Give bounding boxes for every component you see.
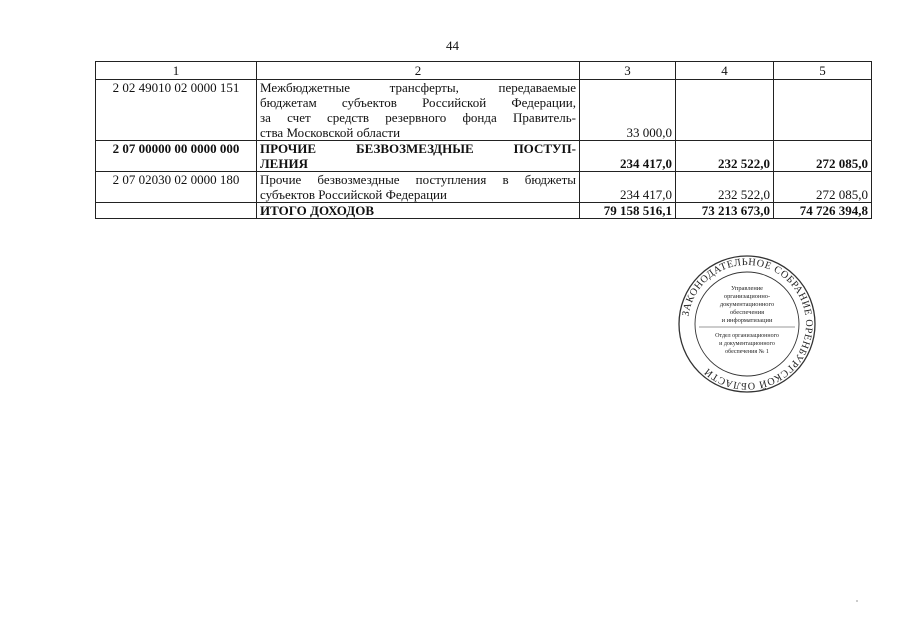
stamp-outer-text: ЗАКОНОДАТЕЛЬНОЕ СОБРАНИЕ ОРЕНБУРГСКОЙ ОБЛАСТИ bbox=[680, 256, 815, 392]
budget-code: 2 07 02030 02 0000 180 bbox=[96, 172, 257, 203]
revenue-name bbox=[257, 80, 580, 141]
stamp-inner-line: Управление bbox=[730, 285, 764, 292]
table-row-interbudget-transfers bbox=[96, 80, 872, 141]
value-col-4: 232 522,0 bbox=[676, 172, 774, 203]
revenue-name-line: ИТОГО ДОХОДОВ bbox=[260, 203, 374, 218]
table-row-other-gratuitous-receipts bbox=[96, 141, 872, 172]
revenue-name-line: Прочие безвозмездные поступления в бюджеты bbox=[260, 172, 576, 187]
revenue-name-line: за счет средств резервного фонда Правитель- bbox=[260, 110, 576, 125]
value-col-4: 73 213 673,0 bbox=[676, 203, 774, 219]
revenue-table bbox=[95, 61, 872, 219]
value-col-3: 79 158 516,1 bbox=[580, 203, 676, 219]
stamp-inner-line: и документационного bbox=[719, 341, 775, 347]
revenue-name-line: ЛЕНИЯ bbox=[260, 156, 308, 171]
stamp-inner-line: организационно- bbox=[723, 293, 771, 300]
column-number-1: 1 bbox=[96, 62, 257, 80]
value-col-5: 74 726 394,8 bbox=[774, 203, 872, 219]
svg-text:ЗАКОНОДАТЕЛЬНОЕ СОБРАНИЕ ОРЕНБ bbox=[681, 257, 815, 391]
budget-code: 2 07 00000 00 0000 000 bbox=[96, 141, 257, 172]
value-col-4: 232 522,0 bbox=[676, 141, 774, 172]
column-number-4: 4 bbox=[676, 62, 774, 80]
value-col-5 bbox=[774, 80, 872, 141]
revenue-name bbox=[257, 172, 580, 203]
table-row-total-revenue bbox=[96, 203, 872, 219]
column-number-3: 3 bbox=[580, 62, 676, 80]
scan-speck bbox=[856, 600, 858, 602]
value-col-5: 272 085,0 bbox=[774, 141, 872, 172]
stamp-inner-line: документационного bbox=[719, 301, 775, 308]
page-number: 44 bbox=[446, 38, 459, 53]
value-col-3: 33 000,0 bbox=[580, 80, 676, 141]
revenue-name bbox=[257, 141, 580, 172]
revenue-name bbox=[257, 203, 580, 219]
value-col-3: 234 417,0 bbox=[580, 141, 676, 172]
official-stamp bbox=[677, 254, 817, 394]
budget-code: 2 02 49010 02 0000 151 bbox=[96, 80, 257, 141]
revenue-name-line: бюджетам субъектов Российской Федерации, bbox=[260, 95, 576, 110]
stamp-inner-line: и информатизации bbox=[721, 317, 773, 324]
column-number-5: 5 bbox=[774, 62, 872, 80]
revenue-name-line: ПРОЧИЕ БЕЗВОЗМЕЗДНЫЕ ПОСТУП- bbox=[260, 141, 576, 156]
stamp-inner-line: обеспечения № 1 bbox=[725, 349, 769, 355]
column-number-2: 2 bbox=[257, 62, 580, 80]
budget-code bbox=[96, 203, 257, 219]
value-col-3: 234 417,0 bbox=[580, 172, 676, 203]
value-col-4 bbox=[676, 80, 774, 141]
stamp-inner-line: обеспечения bbox=[729, 309, 765, 316]
revenue-name-line: субъектов Российской Федерации bbox=[260, 187, 447, 202]
stamp-inner-line: Отдел организационного bbox=[715, 333, 779, 339]
value-col-5: 272 085,0 bbox=[774, 172, 872, 203]
column-number-row bbox=[96, 62, 872, 80]
revenue-name-line: ства Московской области bbox=[260, 125, 401, 140]
revenue-name-line: Межбюджетные трансферты, передаваемые bbox=[260, 80, 576, 95]
table-row-other-receipts-to-regions bbox=[96, 172, 872, 203]
